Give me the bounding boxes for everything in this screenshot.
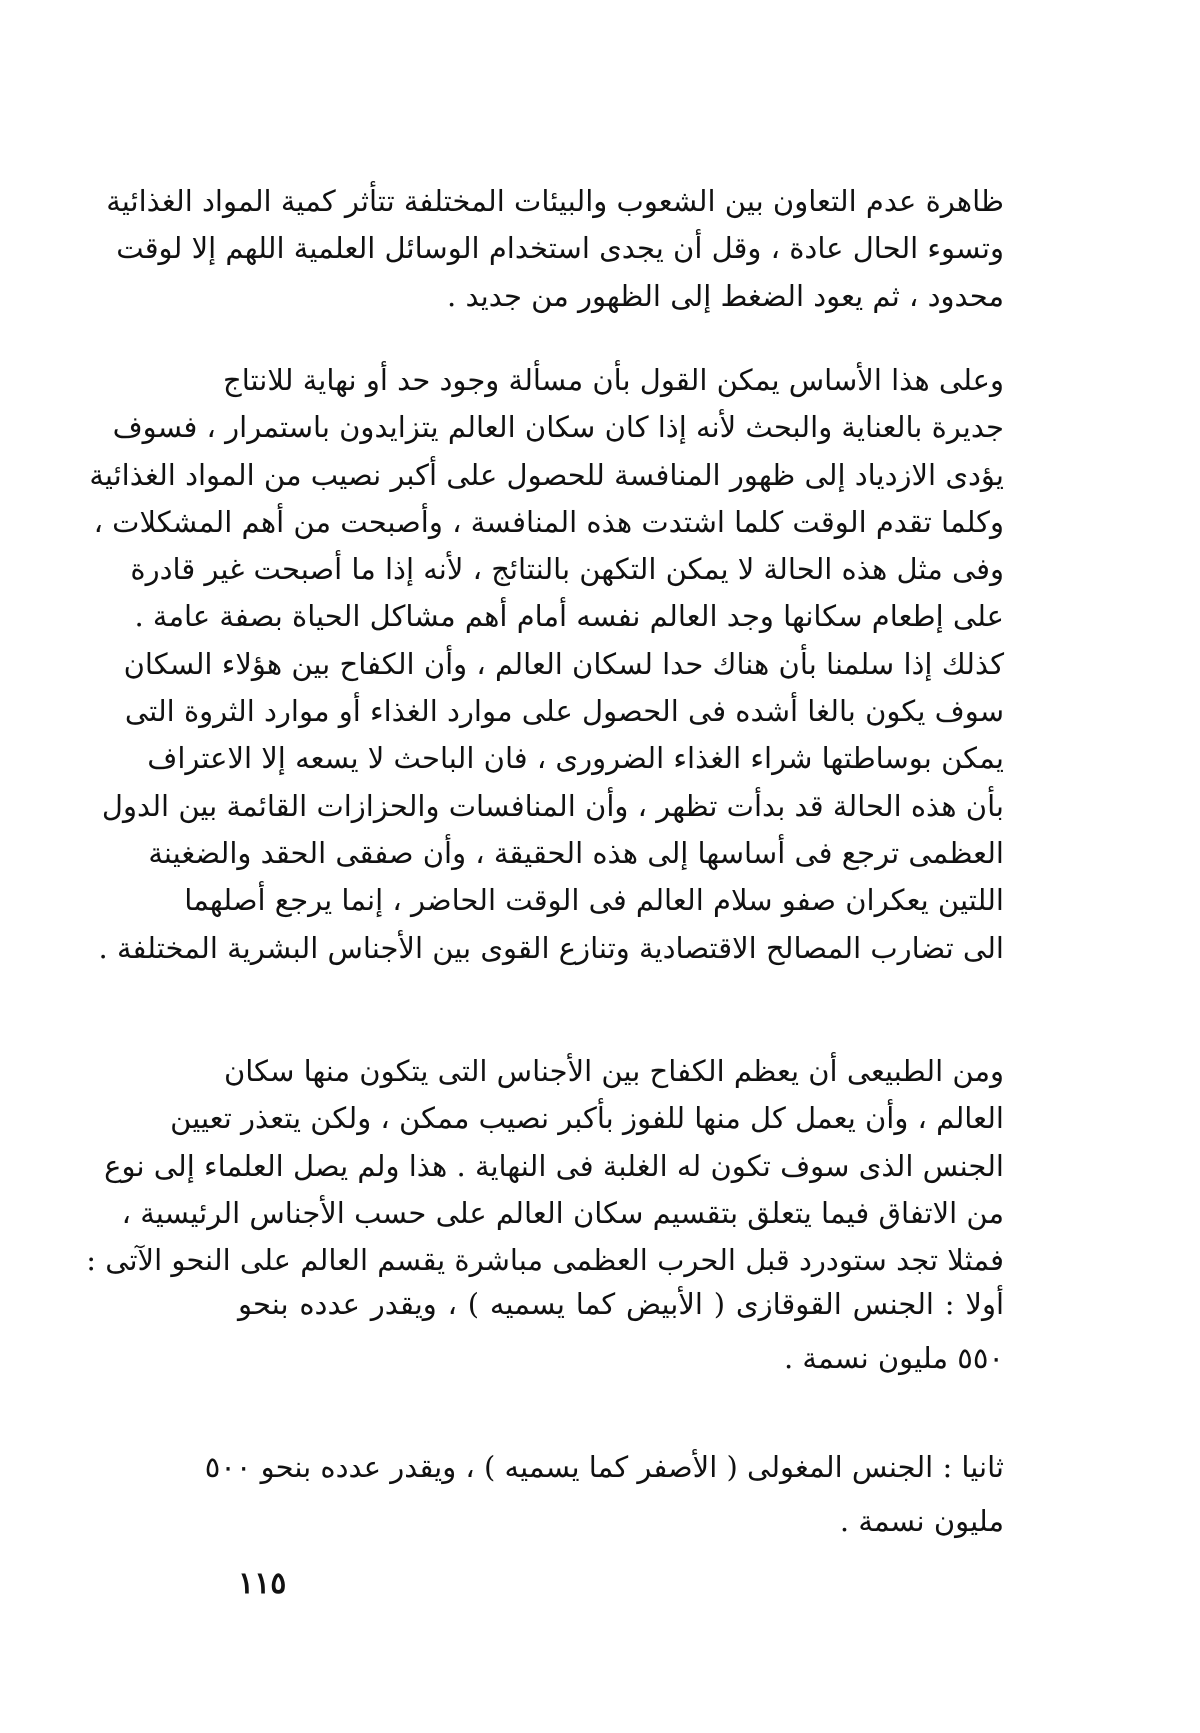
text-line: ومن الطبيعى أن يعظم الكفاح بين الأجناس التى يتكون منها سكان	[223, 1054, 1004, 1088]
text-line: من الاتفاق فيما يتعلق بتقسيم سكان العالم على حسب الأجناس الرئيسية ،	[121, 1195, 1004, 1230]
text-line: ظاهرة عدم التعاون بين الشعوب والبيئات المختلفة تتأثر كمية المواد الغذائية	[106, 184, 1004, 218]
text-line: وكلما تقدم الوقت كلما اشتدت هذه المنافسة ، وأصبحت من أهم المشكلات ،	[93, 504, 1004, 539]
text-line: كذلك إذا سلمنا بأن هناك حدا لسكان العالم ، وأن الكفاح بين هؤلاء السكان	[123, 646, 1004, 681]
paragraph-2	[89, 357, 1004, 972]
text-line: جديرة بالعناية والبحث لأنه إذا كان سكان العالم يتزايدون باستمرار ، فسوف	[112, 410, 1004, 445]
page-number: ١١٥	[238, 1566, 287, 1601]
list-item-first	[238, 1277, 1004, 1385]
text-line: ٥٥٠ مليون نسمة .	[783, 1341, 1004, 1375]
text-line: يمكن بوساطتها شراء الغذاء الضرورى ، فان الباحث لا يسعه إلا الاعتراف	[147, 741, 1004, 776]
text-line: الجنس الذى سوف تكون له الغلبة فى النهاية . هذا ولم يصل العلماء إلى نوع	[104, 1148, 1004, 1183]
paragraph-3	[86, 1048, 1004, 1284]
text-line: وتسوء الحال عادة ، وقل أن يجدى استخدام الوسائل العلمية اللهم إلا لوقت	[116, 231, 1004, 266]
text-line: أولا : الجنس القوقازى ( الأبيض كما يسميه ) ، ويقدر عدده بنحو	[238, 1287, 1004, 1321]
text-line: على إطعام سكانها وجد العالم نفسه أمام أهم مشاكل الحياة بصفة عامة .	[134, 599, 1004, 634]
text-line: سوف يكون بالغا أشده فى الحصول على موارد الغذاء أو موارد الثروة التى	[124, 694, 1004, 729]
text-line: وعلى هذا الأساس يمكن القول بأن مسألة وجود حد أو نهاية للانتاج	[222, 363, 1004, 397]
text-line: اللتين يعكران صفو سلام العالم فى الوقت الحاضر ، إنما يرجع أصلهما	[184, 883, 1004, 918]
text-line: العالم ، وأن يعمل كل منها للفوز بأكبر نصيب ممكن ، ولكن يتعذر تعيين	[170, 1101, 1004, 1136]
paragraph-1	[106, 178, 1004, 320]
text-line: العظمى ترجع فى أساسها إلى هذه الحقيقة ، وأن صفقى الحقد والضغينة	[148, 835, 1004, 870]
text-line: يؤدى الازدياد إلى ظهور المنافسة للحصول على أكبر نصيب من المواد الغذائية	[89, 457, 1004, 492]
text-line: الى تضارب المصالح الاقتصادية وتنازع القوى بين الأجناس البشرية المختلفة .	[98, 930, 1004, 965]
text-line: وفى مثل هذه الحالة لا يمكن التكهن بالنتائج ، لأنه إذا ما أصبحت غير قادرة	[130, 552, 1004, 587]
text-line: بأن هذه الحالة قد بدأت تظهر ، وأن المنافسات والحزازات القائمة بين الدول	[101, 788, 1004, 823]
text-line: محدود ، ثم يعود الضغط إلى الظهور من جديد .	[447, 278, 1004, 313]
list-item-second	[204, 1440, 1004, 1548]
text-line: فمثلا تجد ستودرد قبل الحرب العظمى مباشرة يقسم العالم على النحو الآتى :	[86, 1243, 1004, 1278]
text-line: ثانيا : الجنس المغولى ( الأصفر كما يسميه ) ، ويقدر عدده بنحو ٥٠٠	[204, 1450, 1004, 1484]
text-line: مليون نسمة .	[839, 1504, 1004, 1538]
